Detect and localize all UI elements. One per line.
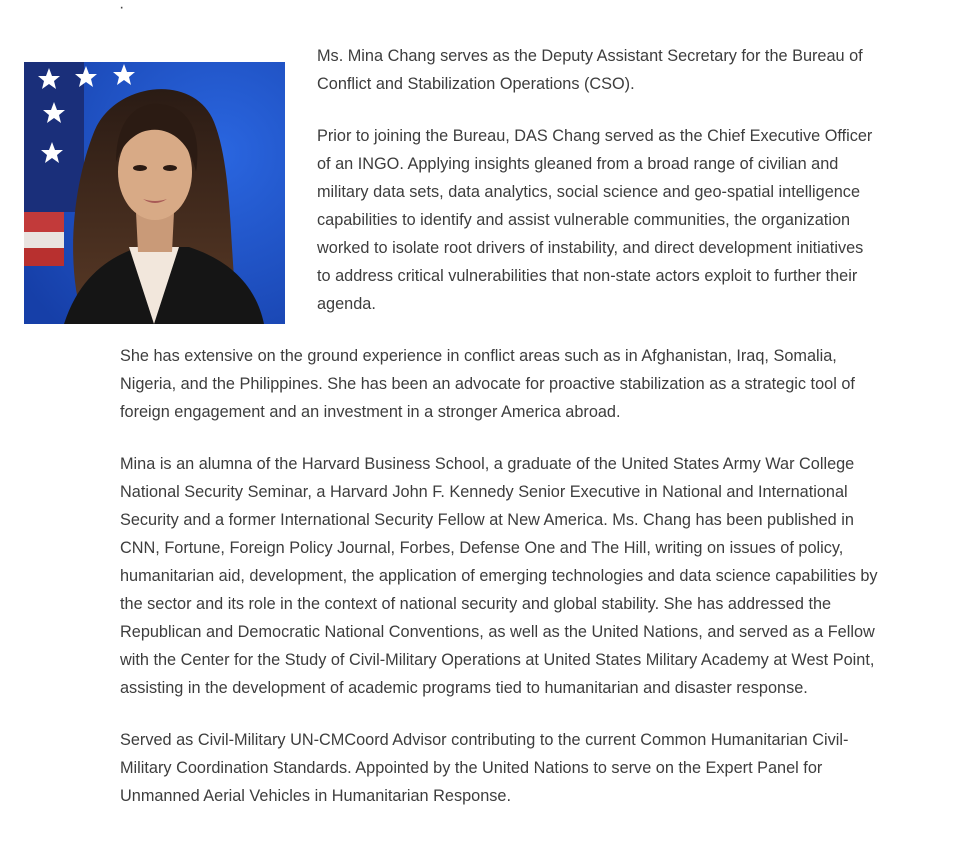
paragraph-education: Mina is an alumna of the Harvard Business School, a graduate of the United States Army War College National Security Seminar, a Harvard John F. Kennedy Senior Executive in National and International Security and a former International Security Fellow at New America. Ms. Chang has been published in CNN, Fortune, Foreign Policy Journal, Forbes, Defense One and The Hill, writing on issues of policy, humanitarian aid, development, the application of emerging technologies and data science capabilities by the sector and its role in the context of national security and global stability. She has addressed the Republican and Democratic National Conventions, as well as the United Nations, and served as a Fellow with the Center for the Study of Civil-Military Operations at United States Military Academy at West Point, assisting in the development of academic programs tied to humanitarian and disaster response. [120, 455, 878, 697]
paragraph-experience: She has extensive on the ground experience in conflict areas such as in Afghanistan, Iraq, Somalia, Nigeria, and the Philippines. She has been an advocate for proactive stabilization as a strategic tool of foreign engagement and an investment in a stronger America abroad. [120, 347, 855, 421]
portrait-photo [24, 62, 285, 324]
paragraph-prior-role: Prior to joining the Bureau, DAS Chang served as the Chief Executive Officer of an INGO. Applying insights gleaned from a broad range of civilian and military data sets, data analytics, social science and geo-spatial intelligence capabilities to identify and assist vulnerable communities, the organization worked to isolate root drivers of instability, and direct development initiatives to address critical vulnerabilities that non-state actors exploit to further their agenda. [317, 127, 873, 313]
paragraph-advisor: Served as Civil-Military UN-CMCoord Advisor contributing to the current Common Humanitarian Civil-Military Coordination Standards. Appointed by the United Nations to serve on the Expert Panel for Unmanned Aerial Vehicles in Humanitarian Response. [120, 731, 849, 805]
paragraph-intro: Ms. Mina Chang serves as the Deputy Assistant Secretary for the Bureau of Conflict and Stabilization Operations (CSO). [317, 47, 863, 93]
top-mark: · [119, 0, 125, 16]
